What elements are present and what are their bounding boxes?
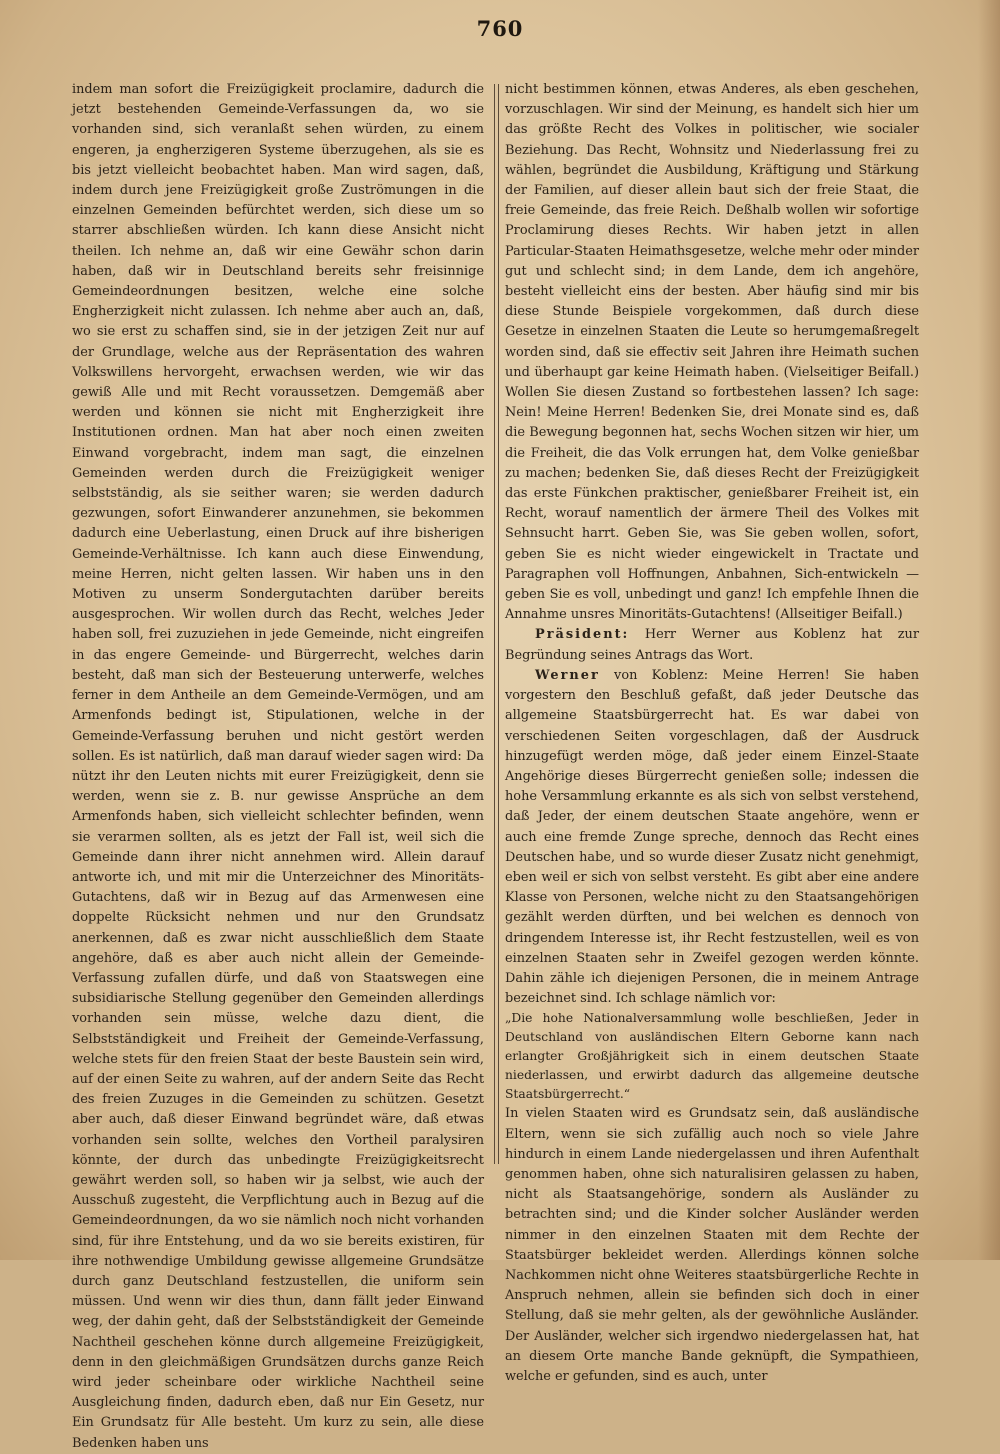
left-column-text: indem man sofort die Freizügigkeit proclamire, dadurch die jetzt bestehenden Gemeinde-Verfassungen da, wo sie vorhanden sind, sich veranlaßt sehen würden, zu einem engeren, ja engherzigeren Systeme überzugehen, als sie es bis jetzt vielleicht beobachtet haben. Man wird sagen, daß, indem durch jene Freizügigkeit große Zuströmungen in die einzelnen Gemeinden befürchtet werden, sich diese um so starrer abschließen würden. Ich kann diese Ansicht nicht theilen. Ich nehme an, daß wir eine Gewähr schon darin haben, daß wir in Deutschland bereits sehr freisinnige Gemeindeordnungen besitzen, welche eine solche Engherzigkeit nicht zulassen. Ich nehme aber auch an, daß, wo sie erst zu schaffen sind, sie in der jetzigen Zeit nur auf der Grundlage, welche aus der Repräsentation des wahren Volkswillens hervorgeht, erwachsen werden, wie wir das gewiß Alle und mit Recht voraussetzen. Demgemäß aber werden und können sie nicht mit Engherzigkeit ihre Institutionen ordnen. Man hat aber noch einen zweiten Einwand vorgebracht, indem man sagt, die einzelnen Gemeinden werden durch die Freizügigkeit weniger selbstständig, als sie seither waren; sie werden dadurch gezwungen, sofort Einwanderer anzunehmen, sie bekommen dadurch eine Ueberlastung, einen Druck auf ihre bisherigen Gemeinde-Verhältnisse. Ich kann auch diese Einwendung, meine Herren, nicht gelten lassen. Wir haben uns in den Motiven zu unserm Sondergutachten darüber bereits ausgesprochen. Wir wollen durch das Recht, welches Jeder haben soll, frei zuzuziehen in jede Gemeinde, nicht eingreifen in das engere Gemeinde- und Bürgerrecht, welches darin besteht, daß man sich der Besteuerung unterwerfe, welches ferner in dem Antheile an dem Gemeinde-Vermögen, und am Armenfonds bedingt ist, Stipulationen, welche in der Gemeinde-Verfassung beruhen und nicht gestört werden sollen. Es ist natürlich, daß man darauf wieder sagen wird: Da nützt ihr den Leuten nichts mit eurer Freizügigkeit, denn sie werden, wenn sie z. B. nur gewisse Ansprüche an dem Armenfonds haben, sich vielleicht schlechter befinden, wenn sie verarmen sollten, als es jetzt der Fall ist, weil sich die Gemeinde dann ihrer nicht annehmen wird. Allein darauf antworte ich, und mit mir die Unterzeichner des Minoritäts-Gutachtens, daß wir in Bezug auf das Armenwesen eine doppelte Rücksicht nehmen und nur den Grundsatz anerkennen, daß es zwar nicht ausschließlich dem Staate angehöre, daß es aber auch nicht allein der Gemeinde-Verfassung zufallen dürfe, und daß von Staatswegen eine subsidiarische Stellung gegenüber den Gemeinden allerdings vorhanden sein müsse, welche dazu dient, die Selbstständigkeit und Freiheit der Gemeinde-Verfassung, welche stets für den freien Staat der beste Baustein sein wird, auf der einen Seite zu wahren, auf der andern Seite das Recht des freien Zuzuges in die Gemeinden zu schützen. Gesetzt aber auch, daß dieser Einwand begründet wäre, daß etwas vorhanden sein sollte, welches den Vortheil paralysiren könnte, der durch das unbedingte Freizügigkeitsrecht gewährt werden soll, so haben wir ja selbst, wie auch der Ausschuß zugesteht, die Verpflichtung auch in Bezug auf die Gemeindeordnungen, da wo sie nämlich noch nicht vorhanden sind, für ihre Entstehung, und da wo sie bereits existiren, für ihre nothwendige Umbildung gewisse allgemeine Grundsätze durch ganz Deutschland festzustellen, die uniform sein müssen. Und wenn wir dies thun, dann fällt jeder Einwand weg, der dahin geht, daß der Selbstständigkeit der Gemeinde Nachtheil geschehen könne durch allgemeine Freizügigkeit, denn in den gleichmäßigen Grundsätzen durchs ganze Reich wird jeder scheinbare oder wirkliche Nachtheil seine Ausgleichung finden, dadurch eben, daß nur Ein Gesetz, nur Ein Grundsatz für Alle besteht. Um kurz zu sein, alle diese Bedenken haben uns bbox=[72, 82, 484, 1451]
column-divider bbox=[494, 84, 499, 1164]
president-paragraph bbox=[505, 625, 919, 665]
right-column bbox=[505, 80, 919, 1384]
right-paragraph-last: In vielen Staaten wird es Grundsatz sein, daß ausländische Eltern, wenn sie sich zufällig auch noch so viele Jahre hindurch in einem Lande niedergelassen und ihren Aufenthalt genommen haben, ohne sich naturalisiren gelassen zu haben, nicht als Staatsangehörige, sondern als Ausländer zu betrachten sind; und die Kinder solcher Ausländer werden nimmer in den einzelnen Staaten mit dem Rechte der Staatsbürger bekleidet werden. Allerdings können solche Nachkommen nicht ohne Weiteres staatsbürgerliche Rechte in Anspruch nehmen, allein sie befinden sich doch in einer Stellung, daß sie mehr gelten, als der gewöhnliche Ausländer. Der Ausländer, welcher sich irgendwo niedergelassen hat, hat an diesem Orte manche Bande geknüpft, die Sympathieen, welche er gefunden, sind es auch, unter bbox=[505, 1106, 919, 1384]
speaker-president: Präsident: bbox=[535, 627, 630, 643]
speaker-werner: Werner bbox=[535, 667, 600, 683]
werner-text: von Koblenz: Meine Herren! Sie haben vorgestern den Beschluß gefaßt, daß jeder Deutsche das allgemeine Staatsbürgerrecht hat. Es war dabei von verschiedenen Seiten vorgeschlagen, daß der Ausdruck hinzugefügt werden möge, daß jeder einem Einzel-Staate Angehörige dieses Bürgerrecht genießen solle; indessen die hohe Versammlung erkannte es als sich von selbst verstehend, daß Jeder, der einem deutschen Staate angehöre, wenn er auch eine fremde Zunge spreche, dennoch das Recht eines Deutschen habe, und so wurde dieser Zusatz nicht genehmigt, eben weil er sich von selbst versteht. Es gibt aber eine andere Klasse von Personen, welche nicht zu den Staatsangehörigen gezählt werden dürften, und bei welchen es dennoch von dringendem Interesse ist, ihr Recht festzustellen, weil es von einzelnen Staaten sehr in Zweifel gezogen werden könnte. Dahin zähle ich diejenigen Personen, die in meinem Antrage bezeichnet sind. Ich schlage nämlich vor: bbox=[505, 667, 919, 1007]
motion-quote: „Die hohe Nationalversammlung wolle beschließen, Jeder in Deutschland von ausländischen Eltern Geborne kann nach erlangter Großjährigkeit sich in einem deutschen Staate niederlassen, und erwirbt dadurch das allgemeine deutsche Staatsbürgerrecht.“ bbox=[505, 1011, 919, 1102]
president-text: Herr Werner aus Koblenz hat zur Begründung seines Antrags das Wort. bbox=[505, 627, 919, 663]
werner-paragraph bbox=[505, 666, 919, 1009]
page-number: 760 bbox=[476, 16, 524, 41]
right-paragraph-1: nicht bestimmen können, etwas Anderes, als eben geschehen, vorzuschlagen. Wir sind der Meinung, es handelt sich hier um das größte Recht des Volkes in politischer, wie socialer Beziehung. Das Recht, Wohnsitz und Niederlassung frei zu wählen, begründet die Ausbildung, Kräftigung und Stärkung der Familien, auf dieser allein baut sich der freie Staat, die freie Gemeinde, das freie Reich. Deßhalb wollen wir sofortige Proclamirung dieses Rechts. Wir haben jetzt in allen Particular-Staaten Heimathsgesetze, welche mehr oder minder gut und schlecht sind; in dem Lande, dem ich angehöre, besteht vielleicht eins der besten. Aber häufig sind mir bis diese Stunde Beispiele vorgekommen, daß durch diese Gesetze in einzelnen Staaten die Leute so herumgemaßregelt worden sind, daß sie effectiv seit Jahren ihre Heimath suchen und überhaupt gar keine Heimath haben. (Vielseitiger Beifall.) Wollen Sie diesen Zustand so fortbestehen lassen? Ich sage: Nein! Meine Herren! Bedenken Sie, drei Monate sind es, daß die Bewegung begonnen hat, sechs Wochen sitzen wir hier, um die Freiheit, die das Volk errungen hat, dem Volke genießbar zu machen; bedenken Sie, daß dieses Recht der Freizügigkeit das erste Fünkchen praktischer, genießbarer Freiheit ist, ein Recht, worauf namentlich der ärmere Theil des Volkes mit Sehnsucht harrt. Geben Sie, was Sie geben wollen, sofort, geben Sie es nicht wieder eingewickelt in Tractate und Paragraphen voll Hoffnungen, Anbahnen, Sich-entwickeln — geben Sie es voll, unbedingt und ganz! Ich empfehle Ihnen die Annahme unsres Minoritäts-Gutachtens! (Allseitiger Beifall.) bbox=[505, 82, 919, 623]
page-edge-shadow bbox=[978, 0, 1000, 1260]
left-column bbox=[72, 80, 484, 1451]
